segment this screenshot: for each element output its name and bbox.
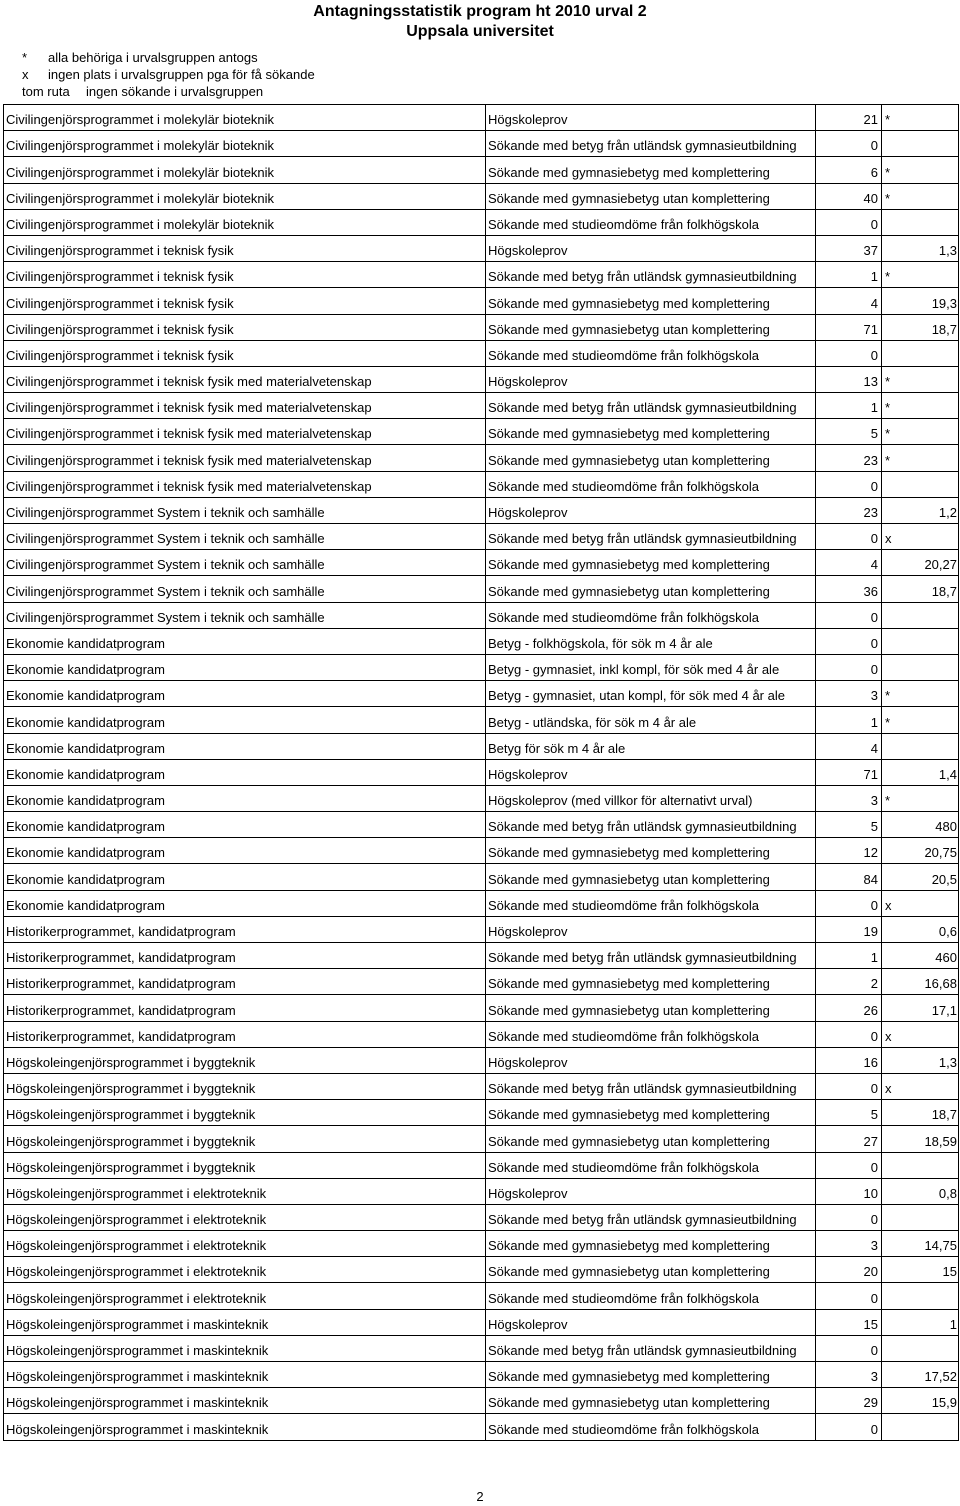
group-cell: Sökande med gymnasiebetyg med komplettering [486,838,816,864]
group-cell: Sökande med studieomdöme från folkhögskola [486,210,816,236]
group-cell: Sökande med betyg från utländsk gymnasieutbildning [486,524,816,550]
count-cell: 1 [816,707,882,733]
group-cell: Sökande med studieomdöme från folkhögskola [486,1283,816,1309]
page-subtitle: Uppsala universitet [406,23,554,40]
table-row [4,943,959,969]
result-cell: * [882,419,959,445]
legend-text: alla behöriga i urvalsgruppen antogs [48,50,258,65]
count-cell: 0 [816,655,882,681]
table-row [4,288,959,314]
table-row [4,157,959,183]
program-cell: Civilingenjörsprogrammet i teknisk fysik med materialvetenskap [4,445,486,471]
result-cell: 18,59 [882,1126,959,1152]
count-cell: 10 [816,1179,882,1205]
result-cell: 17,52 [882,1362,959,1388]
count-cell: 27 [816,1126,882,1152]
result-cell: * [882,367,959,393]
result-cell: 14,75 [882,1231,959,1257]
program-cell: Civilingenjörsprogrammet i teknisk fysik med materialvetenskap [4,472,486,498]
count-cell: 20 [816,1257,882,1283]
result-cell: 18,7 [882,315,959,341]
table-row [4,472,959,498]
program-cell: Högskoleingenjörsprogrammet i maskinteknik [4,1310,486,1336]
table-row [4,1388,959,1414]
count-cell: 0 [816,472,882,498]
count-cell: 5 [816,419,882,445]
result-cell [882,734,959,760]
program-cell: Högskoleingenjörsprogrammet i elektroteknik [4,1231,486,1257]
program-cell: Civilingenjörsprogrammet i teknisk fysik [4,288,486,314]
program-cell: Högskoleingenjörsprogrammet i maskinteknik [4,1388,486,1414]
group-cell: Sökande med betyg från utländsk gymnasieutbildning [486,1205,816,1231]
group-cell: Sökande med gymnasiebetyg med komplettering [486,1100,816,1126]
program-cell: Högskoleingenjörsprogrammet i elektroteknik [4,1257,486,1283]
group-cell: Betyg - utländska, för sök m 4 år ale [486,707,816,733]
result-cell: x [882,891,959,917]
result-cell: * [882,445,959,471]
table-row [4,681,959,707]
table-row [4,445,959,471]
count-cell: 71 [816,760,882,786]
group-cell: Sökande med betyg från utländsk gymnasieutbildning [486,262,816,288]
page-number: 2 [476,1489,484,1504]
group-cell: Sökande med gymnasiebetyg utan komplettering [486,1388,816,1414]
program-cell: Ekonomie kandidatprogram [4,681,486,707]
program-cell: Civilingenjörsprogrammet i molekylär bioteknik [4,210,486,236]
table-row [4,1414,959,1440]
legend-item [22,66,315,83]
count-cell: 0 [816,629,882,655]
result-cell [882,210,959,236]
group-cell: Sökande med betyg från utländsk gymnasieutbildning [486,393,816,419]
result-cell: 1 [882,1310,959,1336]
program-cell: Civilingenjörsprogrammet i molekylär bioteknik [4,157,486,183]
table-row [4,1022,959,1048]
count-cell: 0 [816,1205,882,1231]
group-cell: Högskoleprov [486,917,816,943]
group-cell: Högskoleprov [486,498,816,524]
table-row [4,498,959,524]
result-cell: * [882,393,959,419]
legend-item [22,83,315,100]
table-row [4,1126,959,1152]
legend-symbol: x [22,67,29,82]
table-row [4,812,959,838]
count-cell: 13 [816,367,882,393]
result-cell [882,1336,959,1362]
count-cell: 0 [816,1414,882,1440]
result-cell: 1,2 [882,498,959,524]
result-cell [882,629,959,655]
count-cell: 0 [816,131,882,157]
table-row [4,262,959,288]
result-cell: 17,1 [882,995,959,1021]
table-row [4,786,959,812]
count-cell: 3 [816,681,882,707]
result-cell: 1,4 [882,760,959,786]
program-cell: Civilingenjörsprogrammet i molekylär bioteknik [4,184,486,210]
program-cell: Högskoleingenjörsprogrammet i byggteknik [4,1100,486,1126]
result-cell [882,472,959,498]
group-cell: Sökande med studieomdöme från folkhögskola [486,1414,816,1440]
group-cell: Sökande med gymnasiebetyg utan komplettering [486,184,816,210]
table-row [4,105,959,131]
result-cell [882,1283,959,1309]
count-cell: 0 [816,1022,882,1048]
result-cell: 19,3 [882,288,959,314]
group-cell: Sökande med gymnasiebetyg utan komplettering [486,445,816,471]
count-cell: 4 [816,734,882,760]
group-cell: Högskoleprov [486,105,816,131]
count-cell: 1 [816,262,882,288]
table-row [4,838,959,864]
result-cell: 0,6 [882,917,959,943]
result-cell [882,1414,959,1440]
count-cell: 71 [816,315,882,341]
result-cell: 15,9 [882,1388,959,1414]
group-cell: Betyg för sök m 4 år ale [486,734,816,760]
result-cell: x [882,524,959,550]
count-cell: 3 [816,1362,882,1388]
count-cell: 21 [816,105,882,131]
count-cell: 26 [816,995,882,1021]
result-cell: * [882,681,959,707]
table-row [4,1257,959,1283]
group-cell: Sökande med gymnasiebetyg med komplettering [486,419,816,445]
result-cell: 460 [882,943,959,969]
group-cell: Betyg - gymnasiet, utan kompl, för sök med 4 år ale [486,681,816,707]
count-cell: 16 [816,1048,882,1074]
count-cell: 36 [816,576,882,602]
group-cell: Högskoleprov [486,367,816,393]
table-row [4,891,959,917]
count-cell: 5 [816,1100,882,1126]
count-cell: 29 [816,1388,882,1414]
program-cell: Högskoleingenjörsprogrammet i byggteknik [4,1126,486,1152]
result-cell: * [882,262,959,288]
page-title: Antagningsstatistik program ht 2010 urval 2 [313,3,647,20]
result-cell [882,655,959,681]
program-cell: Ekonomie kandidatprogram [4,734,486,760]
result-cell: 20,75 [882,838,959,864]
program-cell: Historikerprogrammet, kandidatprogram [4,969,486,995]
count-cell: 19 [816,917,882,943]
count-cell: 3 [816,1231,882,1257]
result-cell: 18,7 [882,576,959,602]
count-cell: 0 [816,603,882,629]
program-cell: Civilingenjörsprogrammet i teknisk fysik med materialvetenskap [4,367,486,393]
program-cell: Civilingenjörsprogrammet System i teknik och samhälle [4,550,486,576]
count-cell: 0 [816,1336,882,1362]
table-row [4,1179,959,1205]
program-cell: Civilingenjörsprogrammet i teknisk fysik [4,236,486,262]
result-cell [882,1153,959,1179]
result-cell: 20,27 [882,550,959,576]
result-cell: 20,5 [882,864,959,890]
table-row [4,917,959,943]
result-cell: 15 [882,1257,959,1283]
table-row [4,1100,959,1126]
table-row [4,864,959,890]
program-cell: Ekonomie kandidatprogram [4,838,486,864]
group-cell: Sökande med studieomdöme från folkhögskola [486,891,816,917]
program-cell: Historikerprogrammet, kandidatprogram [4,1022,486,1048]
count-cell: 4 [816,550,882,576]
group-cell: Högskoleprov [486,1048,816,1074]
table-row [4,1153,959,1179]
program-cell: Civilingenjörsprogrammet System i teknik och samhälle [4,603,486,629]
program-cell: Ekonomie kandidatprogram [4,812,486,838]
count-cell: 5 [816,812,882,838]
table-row [4,341,959,367]
count-cell: 3 [816,786,882,812]
group-cell: Sökande med gymnasiebetyg med komplettering [486,288,816,314]
program-cell: Civilingenjörsprogrammet i teknisk fysik [4,315,486,341]
table-row [4,184,959,210]
result-cell: 1,3 [882,236,959,262]
table-row [4,1048,959,1074]
count-cell: 0 [816,524,882,550]
count-cell: 12 [816,838,882,864]
group-cell: Sökande med gymnasiebetyg utan komplettering [486,995,816,1021]
count-cell: 0 [816,1283,882,1309]
count-cell: 84 [816,864,882,890]
legend-text: ingen plats i urvalsgruppen pga för få sökande [48,67,315,82]
table-row [4,707,959,733]
table-row [4,629,959,655]
program-cell: Högskoleingenjörsprogrammet i elektroteknik [4,1283,486,1309]
program-cell: Civilingenjörsprogrammet i teknisk fysik [4,341,486,367]
table-row [4,393,959,419]
group-cell: Betyg - gymnasiet, inkl kompl, för sök med 4 år ale [486,655,816,681]
result-cell: 16,68 [882,969,959,995]
table-row [4,524,959,550]
table-row [4,367,959,393]
result-cell: x [882,1022,959,1048]
program-cell: Ekonomie kandidatprogram [4,760,486,786]
count-cell: 37 [816,236,882,262]
count-cell: 2 [816,969,882,995]
program-cell: Högskoleingenjörsprogrammet i elektroteknik [4,1205,486,1231]
table-row [4,1336,959,1362]
count-cell: 0 [816,1074,882,1100]
table-row [4,131,959,157]
result-cell: 0,8 [882,1179,959,1205]
program-cell: Historikerprogrammet, kandidatprogram [4,995,486,1021]
group-cell: Sökande med betyg från utländsk gymnasieutbildning [486,1336,816,1362]
program-cell: Civilingenjörsprogrammet i teknisk fysik med materialvetenskap [4,419,486,445]
result-cell [882,341,959,367]
group-cell: Sökande med gymnasiebetyg utan komplettering [486,315,816,341]
group-cell: Sökande med betyg från utländsk gymnasieutbildning [486,812,816,838]
program-cell: Ekonomie kandidatprogram [4,707,486,733]
result-cell: x [882,1074,959,1100]
group-cell: Sökande med gymnasiebetyg med komplettering [486,550,816,576]
program-cell: Civilingenjörsprogrammet i molekylär bioteknik [4,131,486,157]
count-cell: 23 [816,445,882,471]
group-cell: Sökande med gymnasiebetyg med komplettering [486,969,816,995]
count-cell: 0 [816,210,882,236]
program-cell: Högskoleingenjörsprogrammet i elektroteknik [4,1179,486,1205]
result-cell: * [882,157,959,183]
program-cell: Civilingenjörsprogrammet System i teknik och samhälle [4,524,486,550]
program-cell: Ekonomie kandidatprogram [4,864,486,890]
count-cell: 6 [816,157,882,183]
group-cell: Betyg - folkhögskola, för sök m 4 år ale [486,629,816,655]
count-cell: 40 [816,184,882,210]
table-row [4,419,959,445]
group-cell: Högskoleprov [486,236,816,262]
group-cell: Högskoleprov [486,760,816,786]
program-cell: Civilingenjörsprogrammet i teknisk fysik [4,262,486,288]
table-row [4,1231,959,1257]
program-cell: Högskoleingenjörsprogrammet i byggteknik [4,1048,486,1074]
program-cell: Historikerprogrammet, kandidatprogram [4,917,486,943]
group-cell: Sökande med gymnasiebetyg med komplettering [486,1362,816,1388]
table-row [4,315,959,341]
program-cell: Ekonomie kandidatprogram [4,891,486,917]
result-cell: 18,7 [882,1100,959,1126]
count-cell: 4 [816,288,882,314]
table-row [4,969,959,995]
count-cell: 0 [816,891,882,917]
result-cell [882,603,959,629]
program-cell: Historikerprogrammet, kandidatprogram [4,943,486,969]
result-cell [882,131,959,157]
group-cell: Sökande med studieomdöme från folkhögskola [486,341,816,367]
table-row [4,236,959,262]
group-cell: Sökande med gymnasiebetyg utan komplettering [486,864,816,890]
program-cell: Civilingenjörsprogrammet System i teknik och samhälle [4,498,486,524]
legend-item [22,49,315,66]
group-cell: Sökande med studieomdöme från folkhögskola [486,1153,816,1179]
group-cell: Sökande med studieomdöme från folkhögskola [486,603,816,629]
group-cell: Högskoleprov (med villkor för alternativt urval) [486,786,816,812]
table-row [4,1310,959,1336]
group-cell: Sökande med gymnasiebetyg utan komplettering [486,1126,816,1152]
program-cell: Ekonomie kandidatprogram [4,629,486,655]
group-cell: Sökande med studieomdöme från folkhögskola [486,1022,816,1048]
count-cell: 0 [816,341,882,367]
table-row [4,1074,959,1100]
result-cell: 480 [882,812,959,838]
table-row [4,603,959,629]
group-cell: Sökande med gymnasiebetyg utan komplettering [486,576,816,602]
group-cell: Sökande med gymnasiebetyg med komplettering [486,157,816,183]
program-cell: Högskoleingenjörsprogrammet i maskinteknik [4,1414,486,1440]
group-cell: Högskoleprov [486,1310,816,1336]
legend-symbol: * [22,50,28,65]
table-row [4,995,959,1021]
result-cell: * [882,105,959,131]
table-row [4,210,959,236]
result-cell: * [882,707,959,733]
result-cell [882,1205,959,1231]
count-cell: 1 [816,943,882,969]
count-cell: 15 [816,1310,882,1336]
count-cell: 1 [816,393,882,419]
group-cell: Sökande med betyg från utländsk gymnasieutbildning [486,1074,816,1100]
group-cell: Sökande med betyg från utländsk gymnasieutbildning [486,131,816,157]
legend-symbol: tom ruta [22,84,70,99]
result-cell: 1,3 [882,1048,959,1074]
table-row [4,576,959,602]
count-cell: 0 [816,1153,882,1179]
program-cell: Civilingenjörsprogrammet System i teknik och samhälle [4,576,486,602]
count-cell: 23 [816,498,882,524]
admission-table [3,104,959,1441]
table-row [4,760,959,786]
table-row [4,1362,959,1388]
table-row [4,550,959,576]
program-cell: Ekonomie kandidatprogram [4,655,486,681]
program-cell: Högskoleingenjörsprogrammet i byggteknik [4,1153,486,1179]
result-cell: * [882,184,959,210]
program-cell: Ekonomie kandidatprogram [4,786,486,812]
program-cell: Högskoleingenjörsprogrammet i maskinteknik [4,1336,486,1362]
table-row [4,1283,959,1309]
group-cell: Högskoleprov [486,1179,816,1205]
group-cell: Sökande med betyg från utländsk gymnasieutbildning [486,943,816,969]
group-cell: Sökande med studieomdöme från folkhögskola [486,472,816,498]
table-row [4,655,959,681]
program-cell: Civilingenjörsprogrammet i molekylär bioteknik [4,105,486,131]
table-row [4,734,959,760]
result-cell: * [882,786,959,812]
program-cell: Civilingenjörsprogrammet i teknisk fysik med materialvetenskap [4,393,486,419]
group-cell: Sökande med gymnasiebetyg utan komplettering [486,1257,816,1283]
program-cell: Högskoleingenjörsprogrammet i byggteknik [4,1074,486,1100]
program-cell: Högskoleingenjörsprogrammet i maskinteknik [4,1362,486,1388]
table-row [4,1205,959,1231]
legend [22,49,315,100]
group-cell: Sökande med gymnasiebetyg med komplettering [486,1231,816,1257]
legend-text: ingen sökande i urvalsgruppen [86,84,264,99]
